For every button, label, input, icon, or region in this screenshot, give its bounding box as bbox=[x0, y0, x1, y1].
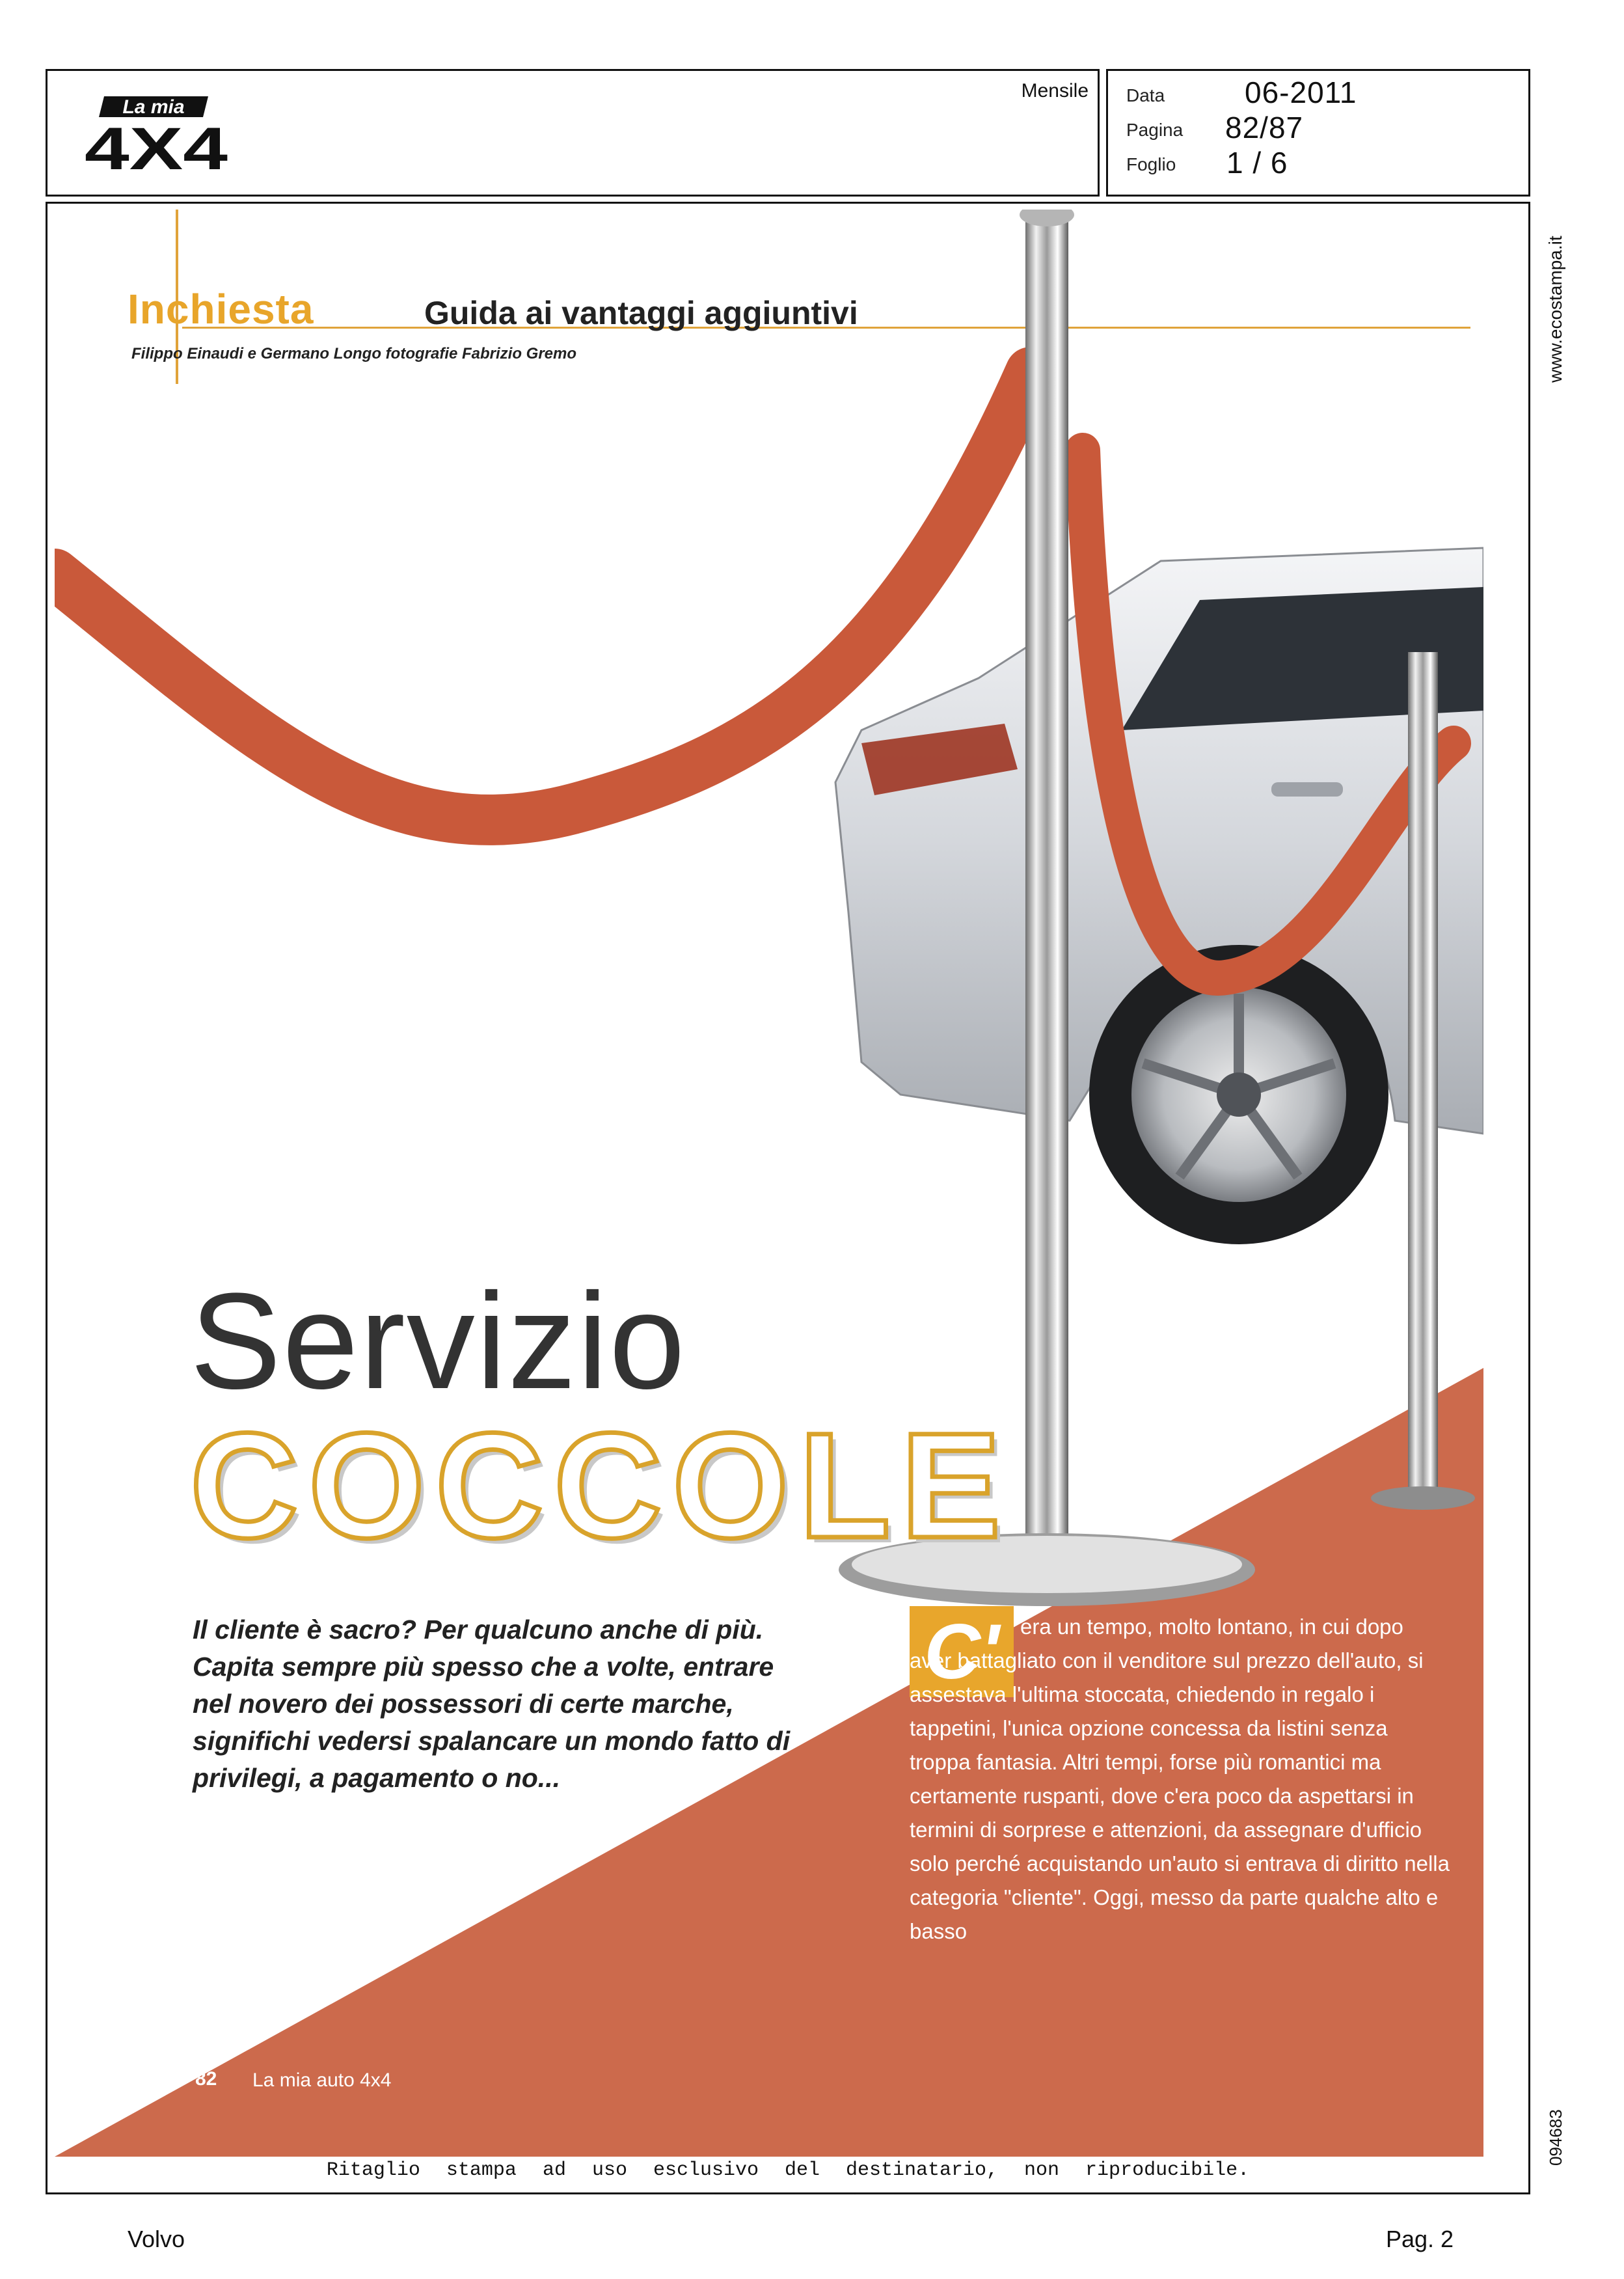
article-lead: Il cliente è sacro? Per qualcuno anche di più. Capita sempre più spesso che a volte, entrare nel novero dei possessori di certe marche, significhi vedersi spalancare un mondo fatto di privilegi, a pagamento o no... bbox=[193, 1615, 791, 1793]
headline-line-2: COCCOLE bbox=[190, 1402, 1011, 1569]
reproduction-notice: Ritaglio stampa ad uso esclusivo del destinatario, non riproducibile. bbox=[326, 2159, 1250, 2181]
article-byline: Filippo Einaudi e Germano Longo fotografie Fabrizio Gremo bbox=[131, 345, 577, 362]
website-text: www.ecostampa.it bbox=[1545, 236, 1565, 383]
magazine-logo bbox=[78, 90, 234, 174]
website-vertical bbox=[1542, 215, 1568, 384]
page-label: Pagina bbox=[1126, 120, 1184, 140]
article-page-label: La mia auto 4x4 bbox=[252, 2069, 392, 2091]
stanchion-far bbox=[1408, 652, 1438, 1498]
stanchion-main bbox=[1025, 216, 1068, 1563]
article-subtitle: Guida ai vantaggi aggiuntivi bbox=[424, 295, 858, 331]
sheet-value: 1 / 6 bbox=[1226, 146, 1288, 180]
article-body-wrap bbox=[910, 1610, 1450, 1948]
article-page-number: 82 bbox=[195, 2068, 217, 2090]
issue-info-box bbox=[1106, 69, 1530, 197]
frequency-label: Mensile bbox=[1021, 80, 1089, 102]
article-kicker: Inchiesta bbox=[128, 286, 314, 333]
headline-line-1: Servizio bbox=[190, 1264, 686, 1417]
wheel-hub bbox=[1217, 1072, 1261, 1117]
stanchion-far-base bbox=[1371, 1486, 1475, 1510]
date-label: Data bbox=[1126, 85, 1165, 105]
logo-main-text: 4X4 bbox=[85, 116, 228, 174]
page-value: 82/87 bbox=[1225, 111, 1304, 144]
article-body: era un tempo, molto lontano, in cui dopo aver battagliato con il venditore sul prezzo dell'auto, si assestava l'ultima stoccata, chiedendo in regalo i tappetini, l'unica opzione concessa da listini senza troppa fantasia. Altri tempi, forse più romantici ma certamente ruspanti, dove c'era poco da aspettarsi in termini di sorprese e attenzioni, da assegnare d'ufficio solo perché acquistando un'auto si entrava di diritto nella categoria "cliente". Oggi, messo da parte qualche alto e basso bbox=[910, 1615, 1450, 1943]
footer-left-label: Volvo bbox=[128, 2226, 185, 2252]
drop-cap: C' bbox=[910, 1606, 1014, 1697]
code-text: 094683 bbox=[1546, 2109, 1565, 2166]
logo-top-text: La mia bbox=[122, 96, 185, 118]
door-handle bbox=[1271, 782, 1343, 797]
code-vertical bbox=[1542, 2095, 1568, 2167]
date-value: 06-2011 bbox=[1245, 75, 1357, 109]
footer-page-number: Pag. 2 bbox=[1386, 2226, 1454, 2252]
sheet-label: Foglio bbox=[1126, 154, 1176, 174]
